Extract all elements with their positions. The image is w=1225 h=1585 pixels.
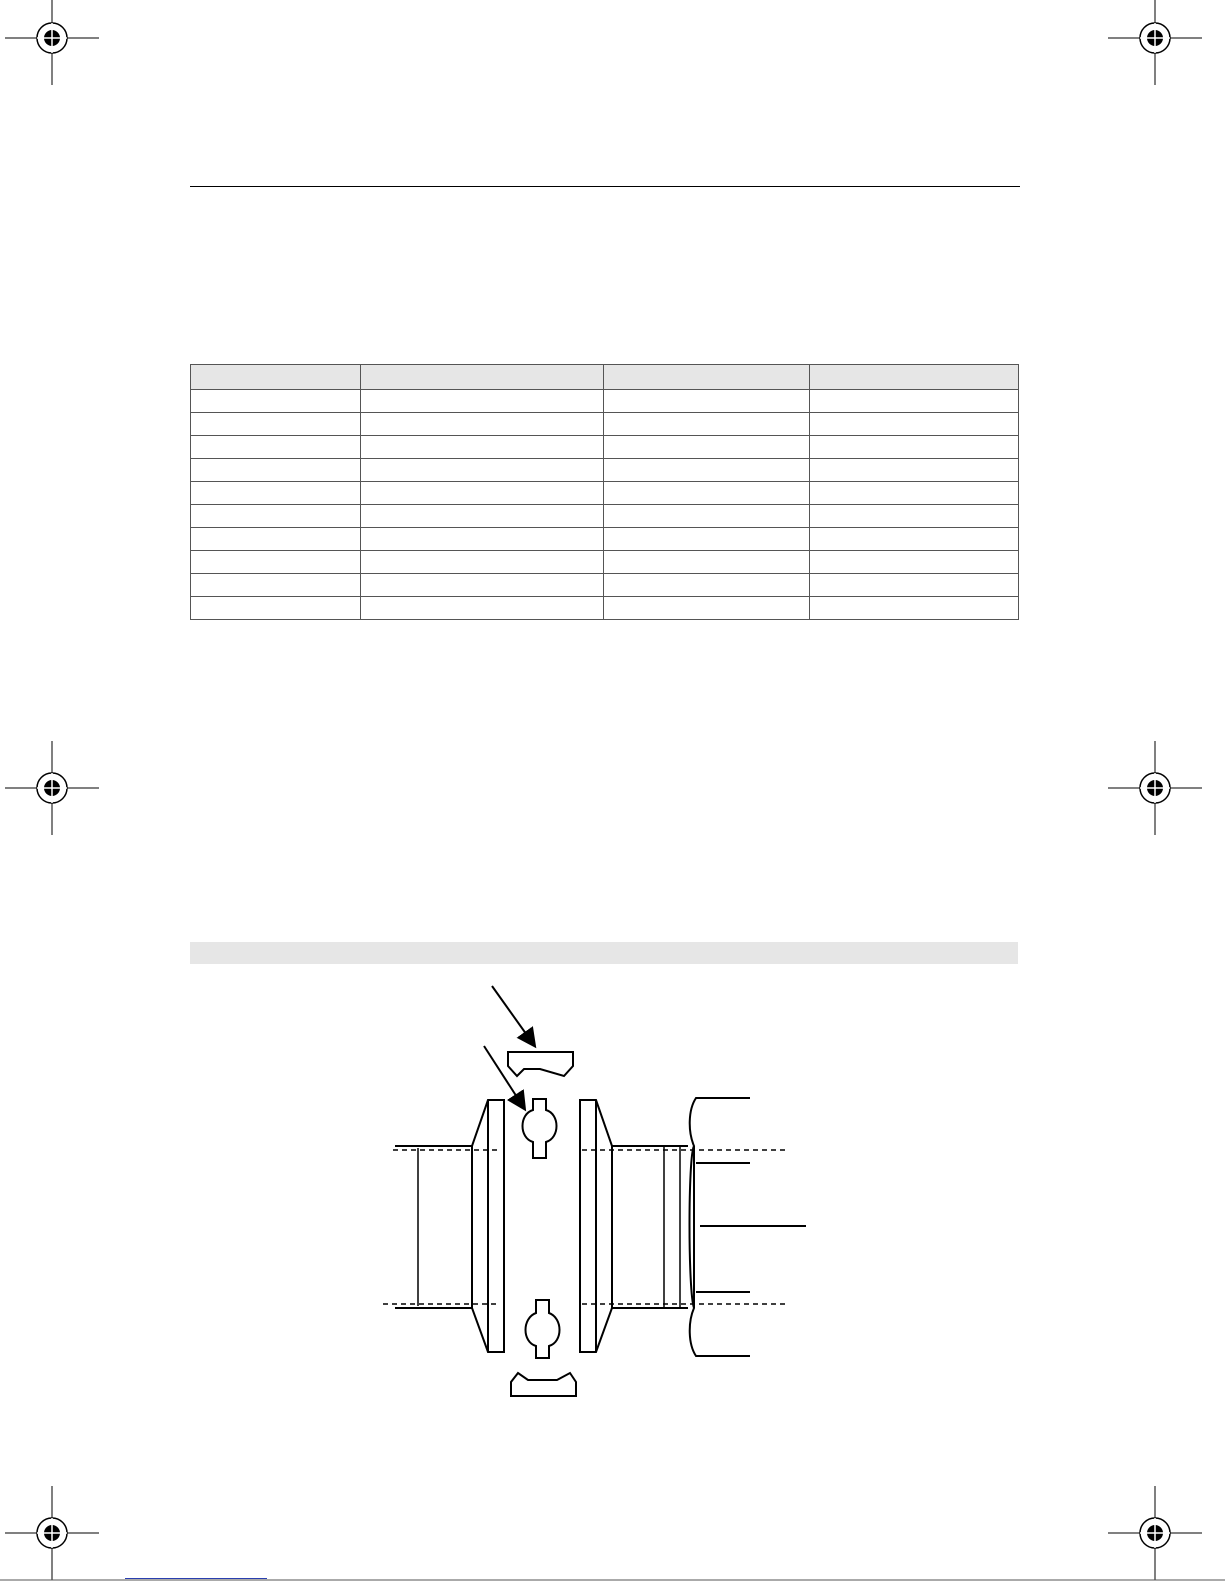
registration-mark-icon [1108, 0, 1202, 85]
gasket-bottom [526, 1300, 560, 1358]
clamp-top [508, 1052, 573, 1076]
registration-mark-icon [1108, 1486, 1202, 1580]
coupling-diagram [383, 986, 806, 1396]
leader-arrow [492, 986, 534, 1045]
leader-arrow [484, 1046, 524, 1108]
registration-mark-icon [5, 0, 99, 85]
clamp-bottom [511, 1373, 576, 1396]
registration-mark-icon [5, 1486, 99, 1580]
footer-link-underline[interactable] [125, 1578, 267, 1579]
registration-mark-icon [5, 741, 99, 835]
gasket-top [523, 1099, 557, 1158]
registration-mark-icon [1108, 741, 1202, 835]
